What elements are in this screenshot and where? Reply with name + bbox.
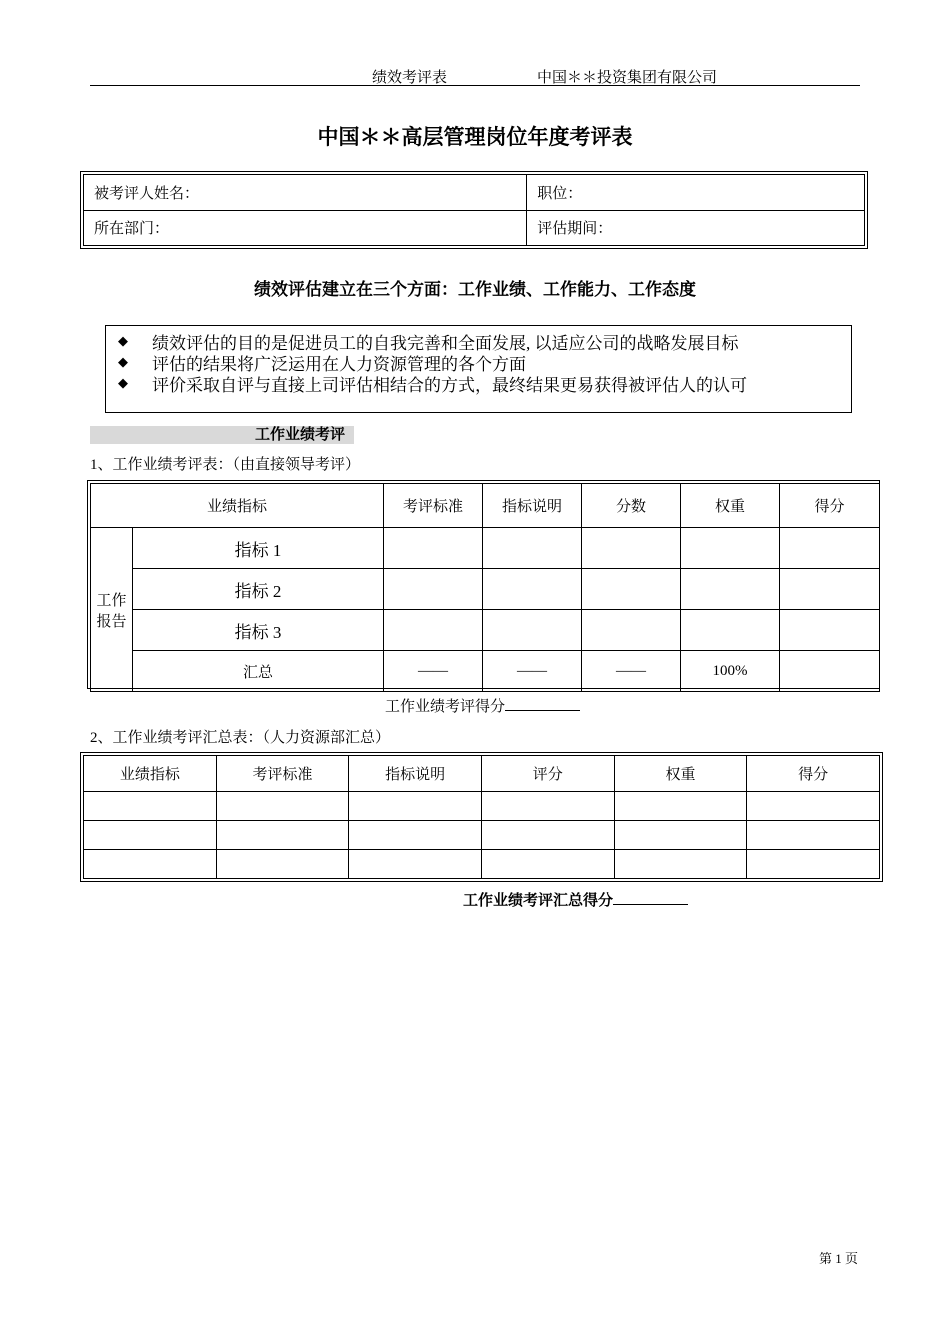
bullet-text: 评价采取自评与直接上司评估相结合的方式，最终结果更易获得被评估人的认可 xyxy=(152,376,747,395)
input-cell[interactable] xyxy=(384,528,483,569)
indicator-label: 指标 2 xyxy=(133,569,384,610)
header-score: 分数 xyxy=(582,484,681,528)
header-description: 指标说明 xyxy=(483,484,582,528)
total-weight: 100% xyxy=(681,651,780,692)
input-cell[interactable] xyxy=(582,528,681,569)
input-cell[interactable] xyxy=(780,528,880,569)
input-cell[interactable] xyxy=(483,610,582,651)
list-item xyxy=(118,331,851,352)
header-indicator: 业绩指标 xyxy=(84,756,217,792)
input-cell[interactable] xyxy=(681,610,780,651)
table1-caption: 1、工作业绩考评表：（由直接领导考评） xyxy=(90,457,361,473)
performance-score-blank[interactable] xyxy=(505,696,580,711)
input-cell[interactable] xyxy=(384,610,483,651)
header-rating: 评分 xyxy=(481,756,614,792)
total-description: —— xyxy=(483,651,582,692)
performance-score-line xyxy=(385,695,580,716)
input-cell[interactable] xyxy=(384,569,483,610)
input-cell[interactable] xyxy=(780,610,880,651)
input-cell[interactable] xyxy=(481,792,614,821)
indicator-label: 指标 3 xyxy=(133,610,384,651)
input-cell[interactable] xyxy=(582,569,681,610)
section-heading: 工作业绩考评 xyxy=(255,426,346,443)
total-score: —— xyxy=(582,651,681,692)
diamond-bullet-icon: ◆ xyxy=(118,376,128,391)
list-item xyxy=(118,373,851,394)
table-row xyxy=(84,850,880,879)
summary-score-line xyxy=(463,889,688,910)
header-standard: 考评标准 xyxy=(216,756,349,792)
header-standard: 考评标准 xyxy=(384,484,483,528)
input-cell[interactable] xyxy=(84,792,217,821)
department-field[interactable]: 所在部门： xyxy=(84,210,527,246)
input-cell[interactable] xyxy=(483,569,582,610)
notes-box xyxy=(105,325,852,413)
summary-score-label: 工作业绩考评汇总得分 xyxy=(463,892,614,909)
diamond-bullet-icon: ◆ xyxy=(118,334,128,349)
header-result: 得分 xyxy=(747,756,880,792)
input-cell[interactable] xyxy=(582,610,681,651)
diamond-bullet-icon: ◆ xyxy=(118,355,128,370)
group-label: 工作 报告 xyxy=(91,528,133,692)
input-cell[interactable] xyxy=(614,821,747,850)
total-label: 汇总 xyxy=(133,651,384,692)
performance-score-label: 工作业绩考评得分 xyxy=(385,699,506,715)
page-title: 中国＊＊高层管理岗位年度考评表 xyxy=(317,126,633,149)
input-cell[interactable] xyxy=(216,850,349,879)
input-cell[interactable] xyxy=(349,792,482,821)
input-cell[interactable] xyxy=(780,569,880,610)
input-cell[interactable] xyxy=(216,792,349,821)
input-cell[interactable] xyxy=(747,792,880,821)
table-row xyxy=(84,792,880,821)
table-row xyxy=(91,528,880,569)
period-field[interactable]: 评估期间： xyxy=(527,210,865,246)
input-cell[interactable] xyxy=(84,850,217,879)
position-field[interactable]: 职位： xyxy=(527,175,865,211)
total-standard: —— xyxy=(384,651,483,692)
bullet-text: 评估的结果将广泛运用在人力资源管理的各个方面 xyxy=(152,355,526,374)
header-weight: 权重 xyxy=(681,484,780,528)
input-cell[interactable] xyxy=(481,850,614,879)
evaluatee-info-table xyxy=(80,171,868,249)
table-row xyxy=(91,610,880,651)
summary-table xyxy=(80,752,883,882)
bullet-text: 绩效评估的目的是促进员工的自我完善和全面发展, 以适应公司的战略发展目标 xyxy=(152,334,739,353)
table-row xyxy=(84,821,880,850)
header-doc-name: 绩效考评表 xyxy=(372,69,448,86)
name-field[interactable]: 被考评人姓名： xyxy=(84,175,527,211)
section-subtitle: 绩效评估建立在三个方面：工作业绩、工作能力、工作态度 xyxy=(254,280,696,299)
table-row xyxy=(91,569,880,610)
indicator-label: 指标 1 xyxy=(133,528,384,569)
input-cell[interactable] xyxy=(614,792,747,821)
input-cell[interactable] xyxy=(614,850,747,879)
header-divider xyxy=(90,85,860,86)
input-cell[interactable] xyxy=(349,850,482,879)
total-result-cell[interactable] xyxy=(780,651,880,692)
input-cell[interactable] xyxy=(747,821,880,850)
performance-table xyxy=(87,480,880,689)
table2-caption: 2、工作业绩考评汇总表：（人力资源部汇总） xyxy=(90,730,391,746)
header-indicator: 业绩指标 xyxy=(91,484,384,528)
input-cell[interactable] xyxy=(747,850,880,879)
input-cell[interactable] xyxy=(84,821,217,850)
header-description: 指标说明 xyxy=(349,756,482,792)
summary-score-blank[interactable] xyxy=(613,890,688,905)
input-cell[interactable] xyxy=(216,821,349,850)
input-cell[interactable] xyxy=(481,821,614,850)
input-cell[interactable] xyxy=(483,528,582,569)
input-cell[interactable] xyxy=(681,569,780,610)
input-cell[interactable] xyxy=(349,821,482,850)
list-item xyxy=(118,352,851,373)
header-result: 得分 xyxy=(780,484,880,528)
header-weight: 权重 xyxy=(614,756,747,792)
total-row xyxy=(91,651,880,692)
header-company: 中国＊＊投资集团有限公司 xyxy=(537,69,718,86)
input-cell[interactable] xyxy=(681,528,780,569)
page-number: 第 1 页 xyxy=(819,1251,859,1266)
